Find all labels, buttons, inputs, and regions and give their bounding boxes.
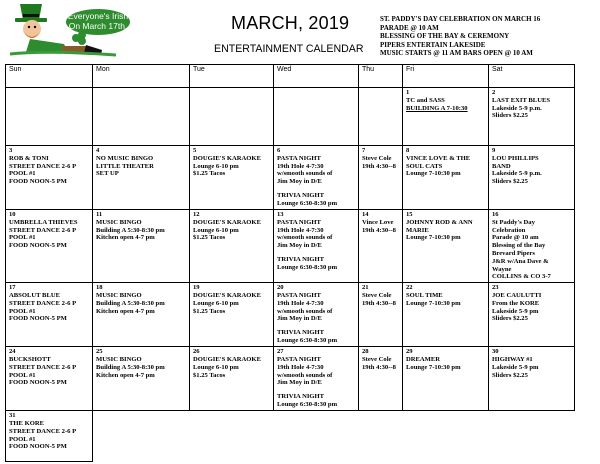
day-number: 10: [9, 211, 16, 218]
day-cell-wed: [274, 347, 359, 411]
event-line: Kitchen open 4-7 pm: [96, 234, 155, 242]
day-cell-fri: [403, 210, 489, 283]
weekday-header-wed: Wed: [274, 65, 359, 88]
day-number: 14: [362, 211, 369, 218]
event-line: 19th Hole 4-7:30: [277, 363, 324, 371]
weekday-header-sun: Sun: [6, 65, 93, 88]
event-line: w/smooth sounds of: [277, 307, 333, 315]
day-number: 27: [277, 348, 284, 356]
event-line: Jim Moy in D/E: [277, 379, 322, 387]
event-line: Brevard Pipers: [492, 249, 535, 257]
event-line: Lounge 6-10 pm: [193, 162, 239, 170]
event-line: LOU PHILLIPS: [492, 154, 539, 162]
day-cell-fri: [403, 146, 489, 210]
day-cell-wed: [274, 283, 359, 347]
event-line: 19th 4:30--8: [362, 299, 396, 307]
day-number: 16: [492, 211, 499, 218]
day-number: 20: [277, 284, 284, 292]
day-cell-sat: [489, 88, 575, 146]
day-cell-thu: [359, 146, 403, 210]
day-cell-mon: [93, 88, 190, 146]
day-number: 28: [362, 348, 369, 356]
day-cell-sun: [6, 210, 93, 283]
day-number: 5: [193, 147, 197, 154]
day-number: 30: [492, 348, 499, 356]
event-line: St Paddy's Day: [492, 218, 535, 226]
event-line: Blessing of the Bay: [492, 242, 546, 250]
event-line: POOL #1: [9, 234, 36, 242]
event-line: DOUGIE'S KARAOKE: [193, 154, 261, 162]
day-cell-tue: [190, 347, 274, 411]
event-line: DREAMER: [406, 355, 441, 363]
event-line: PASTA NIGHT: [277, 355, 321, 363]
event-line: POOL #1: [9, 307, 36, 315]
event-line: From the KORE: [492, 299, 540, 307]
day-number: 12: [193, 211, 200, 218]
event-line: Lounge 7-10:30 pm: [406, 234, 461, 242]
event-line: BAND: [492, 162, 511, 170]
day-cell-mon: [93, 283, 190, 347]
event-line: MUSIC BINGO: [96, 218, 142, 226]
event-line: Steve Cole: [362, 355, 392, 363]
notice-line: PIPERS ENTERTAIN LAKESIDE: [380, 40, 486, 49]
event-line: COLLINS & CO 3-7: [492, 273, 551, 281]
weekday-header-sat: Sat: [489, 65, 575, 88]
notice-line: ST. PADDY'S DAY CELEBRATION ON MARCH 16: [380, 15, 541, 23]
notice-line: BLESSING OF THE BAY & CEREMONY: [380, 32, 510, 41]
event-line: SOUL TIME: [406, 291, 443, 299]
event-line: Lounge 6:30-8:30 pm: [277, 263, 338, 271]
day-cell-tue: [190, 88, 274, 146]
event-line: 19th 4:30--8: [362, 162, 396, 170]
page-subtitle: ENTERTAINMENT CALENDAR: [214, 43, 364, 55]
event-line: Steve Cole: [362, 154, 392, 162]
day-cell-thu: [359, 210, 403, 283]
day-number: 2: [492, 89, 496, 96]
event-line: 19th 4:30--8: [362, 363, 396, 371]
event-line: Lakeside 5-9 pm: [492, 363, 539, 371]
day-cell-sat: [489, 283, 575, 347]
event-line: Building A 5:30-8:30 pm: [96, 226, 165, 234]
event-line: TRIVIA NIGHT: [277, 393, 325, 401]
day-number: 26: [193, 348, 200, 356]
event-line: HIGHWAY #1: [492, 355, 533, 363]
day-cell-wed: [274, 88, 359, 146]
day-number: 3: [9, 147, 13, 154]
event-line: Celebration: [492, 226, 526, 234]
event-line: MUSIC BINGO: [96, 291, 142, 299]
event-line: Sliders $2.25: [492, 112, 528, 120]
event-line: MUSIC BINGO: [96, 355, 142, 363]
event-line: TRIVIA NIGHT: [277, 191, 325, 199]
day-number: 7: [362, 147, 366, 154]
event-line: Lounge 6:30-8:30 pm: [277, 199, 338, 207]
logo-text-line-2: On March 17th.: [68, 21, 128, 31]
event-line: STREET DANCE 2-6 P: [9, 427, 77, 435]
day-cell-sat: [489, 146, 575, 210]
event-line: 19th Hole 4-7:30: [277, 299, 324, 307]
day-cell-sun: [6, 411, 93, 462]
event-line: Lounge 6:30-8:30 pm: [277, 336, 338, 344]
event-line: STREET DANCE 2-6 P: [9, 162, 77, 170]
event-line: PASTA NIGHT: [277, 218, 321, 226]
day-cell-sun: [6, 347, 93, 411]
event-line: FOOD NOON-5 PM: [9, 379, 67, 387]
day-number: 11: [96, 211, 103, 218]
event-line: J&R w/Ana Dave &: [492, 257, 549, 265]
logo-text-line-1: Everyone's Irish: [67, 11, 129, 21]
day-cell-wed: [274, 210, 359, 283]
event-line: FOOD NOON-5 PM: [9, 315, 67, 323]
event-line: FOOD NOON-5 PM: [9, 443, 67, 451]
day-cell-tue: [190, 146, 274, 210]
event-line: PASTA NIGHT: [277, 291, 321, 299]
day-number: 17: [9, 284, 16, 292]
event-line: Lakeside 5-9 p.m.: [492, 104, 542, 112]
event-line: Jim Moy in D/E: [277, 315, 322, 323]
event-line: FOOD NOON-5 PM: [9, 242, 67, 250]
day-cell-tue: [190, 210, 274, 283]
weekday-header-thu: Thu: [359, 65, 403, 88]
event-line: Lounge 6-10 pm: [193, 299, 239, 307]
event-line: Kitchen open 4-7 pm: [96, 307, 155, 315]
event-line: Lakeside 5-9 pm: [492, 307, 539, 315]
event-line: STREET DANCE 2-6 P: [9, 226, 77, 234]
day-cell-tue: [190, 283, 274, 347]
day-number: 6: [277, 147, 281, 154]
day-number: 15: [406, 211, 413, 218]
event-line: Vince Love: [362, 218, 394, 226]
event-line: Lounge 6:30-8:30 pm: [277, 400, 338, 408]
event-line: BUCKSHOTT: [9, 355, 51, 363]
event-line: $1.25 Tacos: [193, 371, 226, 379]
calendar-week-row: [6, 411, 575, 462]
event-line: POOL #1: [9, 435, 36, 443]
event-line: 19th Hole 4-7:30: [277, 162, 324, 170]
day-cell-thu: [359, 283, 403, 347]
day-cell-sat: [489, 210, 575, 283]
event-line: w/smooth sounds of: [277, 170, 333, 178]
event-line: Lounge 7-10:30 pm: [406, 299, 461, 307]
notice-line: PARADE @ 10 AM: [380, 23, 439, 32]
event-line: TRIVIA NIGHT: [277, 255, 325, 263]
day-number: 21: [362, 284, 369, 292]
calendar-week-row: [6, 210, 575, 283]
day-number: 9: [492, 147, 496, 154]
event-line: Jim Moy in D/E: [277, 242, 322, 250]
event-line: TRIVIA NIGHT: [277, 329, 325, 337]
event-line: SOUL CATS: [406, 162, 443, 170]
day-cell-wed: [274, 146, 359, 210]
day-cell-sun: [6, 283, 93, 347]
event-line: THE KORE: [9, 419, 44, 427]
event-line: VINCE LOVE & THE: [406, 154, 471, 162]
day-number: 4: [96, 147, 100, 154]
event-line: UMBRELLA THIEVES: [9, 218, 78, 226]
calendar-week-row: [6, 88, 575, 146]
day-cell-sun: [6, 146, 93, 210]
event-notice: [380, 15, 540, 58]
day-cell-fri: [403, 88, 489, 146]
event-line: Lounge 6-10 pm: [193, 363, 239, 371]
leprechaun-logo-icon: [6, 2, 132, 58]
event-line: ABSOLUT BLUE: [9, 291, 60, 299]
notice-line: MUSIC STARTS @ 11 AM BARS OPEN @ 10 AM: [380, 49, 533, 58]
day-cell-fri: [403, 347, 489, 411]
event-line: ROB & TONI: [9, 154, 49, 162]
event-line: FOOD NOON-5 PM: [9, 178, 67, 186]
calendar-grid: [5, 64, 575, 462]
event-line: DOUGIE'S KARAOKE: [193, 291, 261, 299]
weekday-header-fri: Fri: [403, 65, 489, 88]
day-cell-sat: [489, 347, 575, 411]
event-line: SET UP: [96, 170, 119, 178]
event-line: DOUGIE'S KARAOKE: [193, 355, 261, 363]
day-number: 31: [9, 412, 16, 420]
day-number: 25: [96, 348, 103, 356]
event-line: 19th 4:30--8: [362, 226, 396, 234]
calendar-week-row: [6, 283, 575, 347]
weekday-header-tue: Tue: [190, 65, 274, 88]
leprechaun-logo: [6, 2, 132, 58]
event-line: Parade @ 10 am: [492, 234, 539, 242]
event-line: LAST EXIT BLUES: [492, 96, 551, 104]
event-line: $1.25 Tacos: [193, 307, 226, 315]
event-line: 19th Hole 4-7:30: [277, 226, 324, 234]
event-line: w/smooth sounds of: [277, 371, 333, 379]
event-line: Building A 5:30-8:30 pm: [96, 363, 165, 371]
event-line: Lakeside 5-9 p.m.: [492, 170, 542, 178]
event-line: PASTA NIGHT: [277, 154, 321, 162]
event-line: MARIE: [406, 226, 429, 234]
event-line: Sliders $2.25: [492, 315, 528, 323]
weekday-header-row: [6, 65, 575, 88]
event-line: Kitchen open 4-7 pm: [96, 371, 155, 379]
weekday-header-mon: Mon: [93, 65, 190, 88]
day-number: 29: [406, 348, 413, 356]
event-line: Sliders $2.25: [492, 178, 528, 186]
event-line: NO MUSIC BINGO: [96, 154, 154, 162]
event-line: Steve Cole: [362, 291, 392, 299]
event-line: Lounge 7-10:30 pm: [406, 363, 461, 371]
event-line: Wayne: [492, 265, 512, 273]
event-line: DOUGIE'S KARAOKE: [193, 218, 261, 226]
day-number: 22: [406, 284, 413, 292]
page-title: MARCH, 2019: [231, 13, 350, 33]
event-line: $1.25 Tacos: [193, 234, 226, 242]
calendar-week-row: [6, 347, 575, 411]
day-number: 18: [96, 284, 103, 292]
day-number: 24: [9, 348, 16, 356]
day-number: 8: [406, 147, 410, 154]
event-line: LITTLE THEATER: [96, 162, 154, 170]
day-number: 13: [277, 211, 284, 218]
day-cell-mon: [93, 146, 190, 210]
day-number: 23: [492, 284, 499, 292]
event-line: JOE CAULUTTI: [492, 291, 542, 299]
day-cell-sun: [6, 88, 93, 146]
event-line: STREET DANCE 2-6 P: [9, 299, 77, 307]
event-line: POOL #1: [9, 170, 36, 178]
event-line: Lounge 7-10:30 pm: [406, 170, 461, 178]
event-line: STREET DANCE 2-6 P: [9, 363, 77, 371]
calendar-week-row: [6, 146, 575, 210]
day-cell-thu: [359, 347, 403, 411]
day-cell-mon: [93, 210, 190, 283]
event-line: BUILDING A 7-10:30: [406, 104, 468, 112]
event-line: JOHNNY ROD & ANN: [406, 218, 473, 226]
day-cell-fri: [403, 283, 489, 347]
day-number: 1: [406, 89, 410, 96]
day-cell-thu: [359, 88, 403, 146]
event-line: $1.25 Tacos: [193, 170, 226, 178]
event-line: Jim Moy in D/E: [277, 178, 322, 186]
event-line: Lounge 6-10 pm: [193, 226, 239, 234]
event-line: Building A 5:30-8:30 pm: [96, 299, 165, 307]
event-line: POOL #1: [9, 371, 36, 379]
day-number: 19: [193, 284, 200, 292]
event-line: w/smooth sounds of: [277, 234, 333, 242]
event-line: Sliders $2.25: [492, 371, 528, 379]
day-cell-mon: [93, 347, 190, 411]
event-line: TC and SASS: [406, 96, 445, 104]
